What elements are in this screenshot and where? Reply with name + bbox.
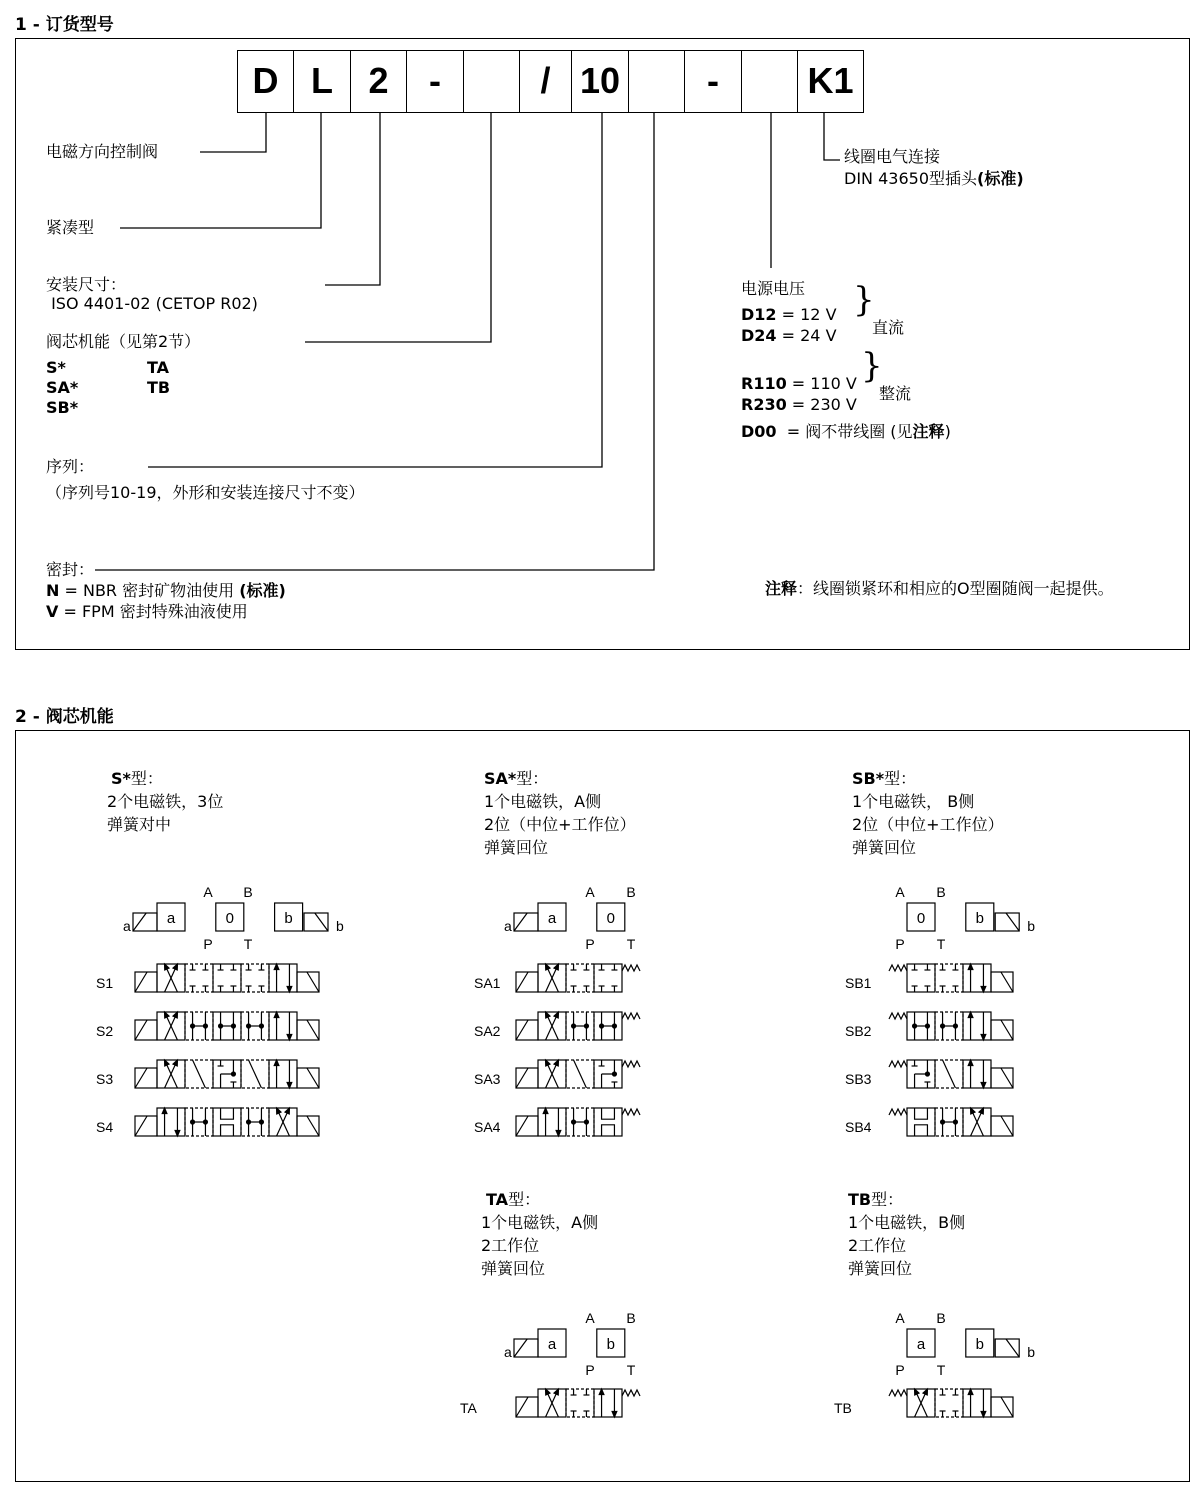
sb-row-4 <box>889 1108 1013 1136</box>
group-sb-line3: 弹簧回位 <box>852 838 917 857</box>
code-box-3: 2 <box>350 50 407 113</box>
group-sa-line3: 弹簧回位 <box>484 838 549 857</box>
sa-header-port-b: B <box>626 884 636 900</box>
spool-code-s: S* <box>46 358 66 377</box>
voltage-value-d24: = 24 V <box>776 326 837 345</box>
seal-n-text: = NBR 密封矿物油使用 <box>59 581 240 600</box>
tb-row-label: TB <box>834 1400 852 1416</box>
group-ta-line1: 1个电磁铁，A侧 <box>481 1213 599 1232</box>
sb-header-port-t: T <box>936 936 946 952</box>
group-s-suffix: 型： <box>130 769 163 788</box>
ta-header-pos-0: a <box>547 1336 557 1353</box>
group-sb-code: SB* <box>852 769 885 788</box>
group-sa-line1: 1个电磁铁，A侧 <box>484 792 602 811</box>
sa-row-2-label: SA2 <box>474 1023 501 1039</box>
label-dl: 电磁方向控制阀 <box>46 142 159 161</box>
seal-n-std: (标准) <box>239 581 286 600</box>
d00-note: 注释 <box>912 422 945 441</box>
seal-v-text: = FPM 密封特殊油液使用 <box>58 602 248 621</box>
group-tb-code: TB <box>848 1190 872 1209</box>
seal-n-code: N <box>46 581 60 600</box>
group-s-line1: 2个电磁铁，3位 <box>107 792 224 811</box>
s-row-1-label: S1 <box>96 975 114 991</box>
group-sb-line2: 2位（中位+工作位） <box>852 815 1004 834</box>
label-series-value: （序列号10-19，外形和安装连接尺寸不变） <box>46 483 365 502</box>
s-row-4-label: S4 <box>96 1119 114 1135</box>
s-header-pos-2: 0 <box>225 910 234 927</box>
code-box-4: - <box>406 50 464 113</box>
group-ta-line2: 2工作位 <box>481 1236 540 1255</box>
group-tb-line2: 2工作位 <box>848 1236 907 1255</box>
sb-header-port-a: A <box>895 884 905 900</box>
sa-row-4-label: SA4 <box>474 1119 501 1135</box>
voltage-value-d12: = 12 V <box>776 305 837 324</box>
sb-row-3-label: SB3 <box>845 1071 872 1087</box>
s-row-4 <box>135 1108 319 1136</box>
sb-header-sol-b: b <box>1027 918 1035 934</box>
label-series-title: 序列： <box>46 457 95 476</box>
label-voltage-title: 电源电压 <box>741 279 806 298</box>
sa-header-port-t: T <box>626 936 636 952</box>
tb-header-sol-b: b <box>1027 1344 1035 1360</box>
sa-header-pos-2: 0 <box>606 910 615 927</box>
brace-dc: } <box>853 280 875 320</box>
d00-text: = 阀不带线圈 (见 <box>776 422 913 441</box>
section2-title: 2 - 阀芯机能 <box>15 707 114 727</box>
sa-header-sol-a: a <box>504 918 512 934</box>
tb-header-port-p: P <box>895 1362 905 1378</box>
code-box-2: L <box>293 50 351 113</box>
spool-code-sb: SB* <box>46 398 79 417</box>
voltage-code-r230: R230 <box>741 395 787 414</box>
spool-code-tb: TB <box>147 378 171 397</box>
sb-header-port-p: P <box>895 936 905 952</box>
sa-row-2 <box>516 1012 640 1040</box>
s-row-2-label: S2 <box>96 1023 114 1039</box>
s-header-port-t: T <box>243 936 253 952</box>
group-s-code: S* <box>111 769 131 788</box>
section1-title: 1 - 订货型号 <box>15 15 114 35</box>
s-header-sol-b: b <box>336 918 344 934</box>
group-ta-suffix: 型： <box>508 1190 541 1209</box>
s-header-port-p: P <box>203 936 213 952</box>
tb-header-port-t: T <box>936 1362 946 1378</box>
sb-header-port-b: B <box>936 884 946 900</box>
s-row-1 <box>135 964 319 992</box>
label-mount-value: ISO 4401-02 (CETOP R02) <box>46 294 258 313</box>
code-box-11: K1 <box>797 50 864 113</box>
group-ta-line3: 弹簧回位 <box>481 1259 546 1278</box>
ta-header-pos-2: b <box>606 1336 615 1353</box>
s-header-port-b: B <box>243 884 253 900</box>
sa-header-pos-0: a <box>547 910 557 927</box>
tb-header-pos-2: b <box>975 1336 984 1353</box>
group-sa-suffix: 型： <box>516 769 549 788</box>
label-spool-title: 阀芯机能（见第2节） <box>46 332 201 351</box>
voltage-code-r110: R110 <box>741 374 787 393</box>
voltage-code-d24: D24 <box>741 326 777 345</box>
group-ta-code: TA <box>486 1190 509 1209</box>
label-dc: 直流 <box>872 318 905 337</box>
sa-header-port-p: P <box>585 936 595 952</box>
sb-row-1-label: SB1 <box>845 975 872 991</box>
coil-conn-value: DIN 43650型插头 <box>844 169 977 188</box>
brace-ac: } <box>861 346 883 386</box>
sb-row-2-label: SB2 <box>845 1023 872 1039</box>
sa-row-1-label: SA1 <box>474 975 501 991</box>
code-box-7: 10 <box>571 50 629 113</box>
sb-row-4-label: SB4 <box>845 1119 872 1135</box>
voltage-value-r110: = 110 V <box>786 374 857 393</box>
note-label: 注释 <box>765 579 798 598</box>
spool-code-sa: SA* <box>46 378 79 397</box>
s-row-2 <box>135 1012 319 1040</box>
group-s-line2: 弹簧对中 <box>107 815 172 834</box>
code-box-9: - <box>684 50 742 113</box>
d00-close: ) <box>944 422 951 441</box>
d00-code: D00 <box>741 422 777 441</box>
ta-row-label: TA <box>460 1400 477 1416</box>
s-header-pos-4: b <box>284 910 293 927</box>
ta-header-sol-a: a <box>504 1344 512 1360</box>
sb-row-3 <box>889 1060 1013 1088</box>
sa-header-port-a: A <box>585 884 595 900</box>
group-sa-code: SA* <box>484 769 517 788</box>
coil-conn-std: (标准) <box>977 169 1024 188</box>
s-header-pos-0: a <box>166 910 176 927</box>
code-box-1: D <box>237 50 294 113</box>
group-sb-line1: 1个电磁铁， B侧 <box>852 792 975 811</box>
sa-row-3 <box>516 1060 640 1088</box>
ta-header-port-a: A <box>585 1310 595 1326</box>
ta-header-port-b: B <box>626 1310 636 1326</box>
label-seal-title: 密封： <box>46 560 95 579</box>
label-ac: 整流 <box>879 384 912 403</box>
tb-row <box>889 1389 1013 1417</box>
label-compact: 紧凑型 <box>46 218 95 237</box>
sb-header-pos-2: b <box>975 910 984 927</box>
tb-header-port-a: A <box>895 1310 905 1326</box>
s-header-port-a: A <box>203 884 213 900</box>
voltage-code-d12: D12 <box>741 305 777 324</box>
s-header-sol-a: a <box>123 918 131 934</box>
tb-header-port-b: B <box>936 1310 946 1326</box>
sa-row-1 <box>516 964 640 992</box>
ta-header-port-p: P <box>585 1362 595 1378</box>
s-row-3 <box>135 1060 319 1088</box>
label-mount-title: 安装尺寸： <box>46 275 127 294</box>
group-sb-suffix: 型： <box>884 769 917 788</box>
sa-row-3-label: SA3 <box>474 1071 501 1087</box>
group-tb-line3: 弹簧回位 <box>848 1259 913 1278</box>
group-tb-suffix: 型： <box>871 1190 904 1209</box>
s-row-3-label: S3 <box>96 1071 114 1087</box>
voltage-value-r230: = 230 V <box>786 395 857 414</box>
sb-row-1 <box>889 964 1013 992</box>
label-coil-conn-title: 线圈电气连接 <box>844 147 941 166</box>
sa-row-4 <box>516 1108 640 1136</box>
sb-header-pos-0: 0 <box>916 910 926 927</box>
note-text: ：线圈锁紧环和相应的O型圈随阀一起提供。 <box>797 579 1114 598</box>
tb-header-pos-0: a <box>916 1336 926 1353</box>
group-tb-line1: 1个电磁铁，B侧 <box>848 1213 966 1232</box>
seal-v-code: V <box>46 602 59 621</box>
spool-code-ta: TA <box>147 358 170 377</box>
ta-header-port-t: T <box>626 1362 636 1378</box>
sb-row-2 <box>889 1012 1013 1040</box>
ta-row <box>516 1389 640 1417</box>
code-box-6: / <box>519 50 572 113</box>
group-sa-line2: 2位（中位+工作位） <box>484 815 636 834</box>
